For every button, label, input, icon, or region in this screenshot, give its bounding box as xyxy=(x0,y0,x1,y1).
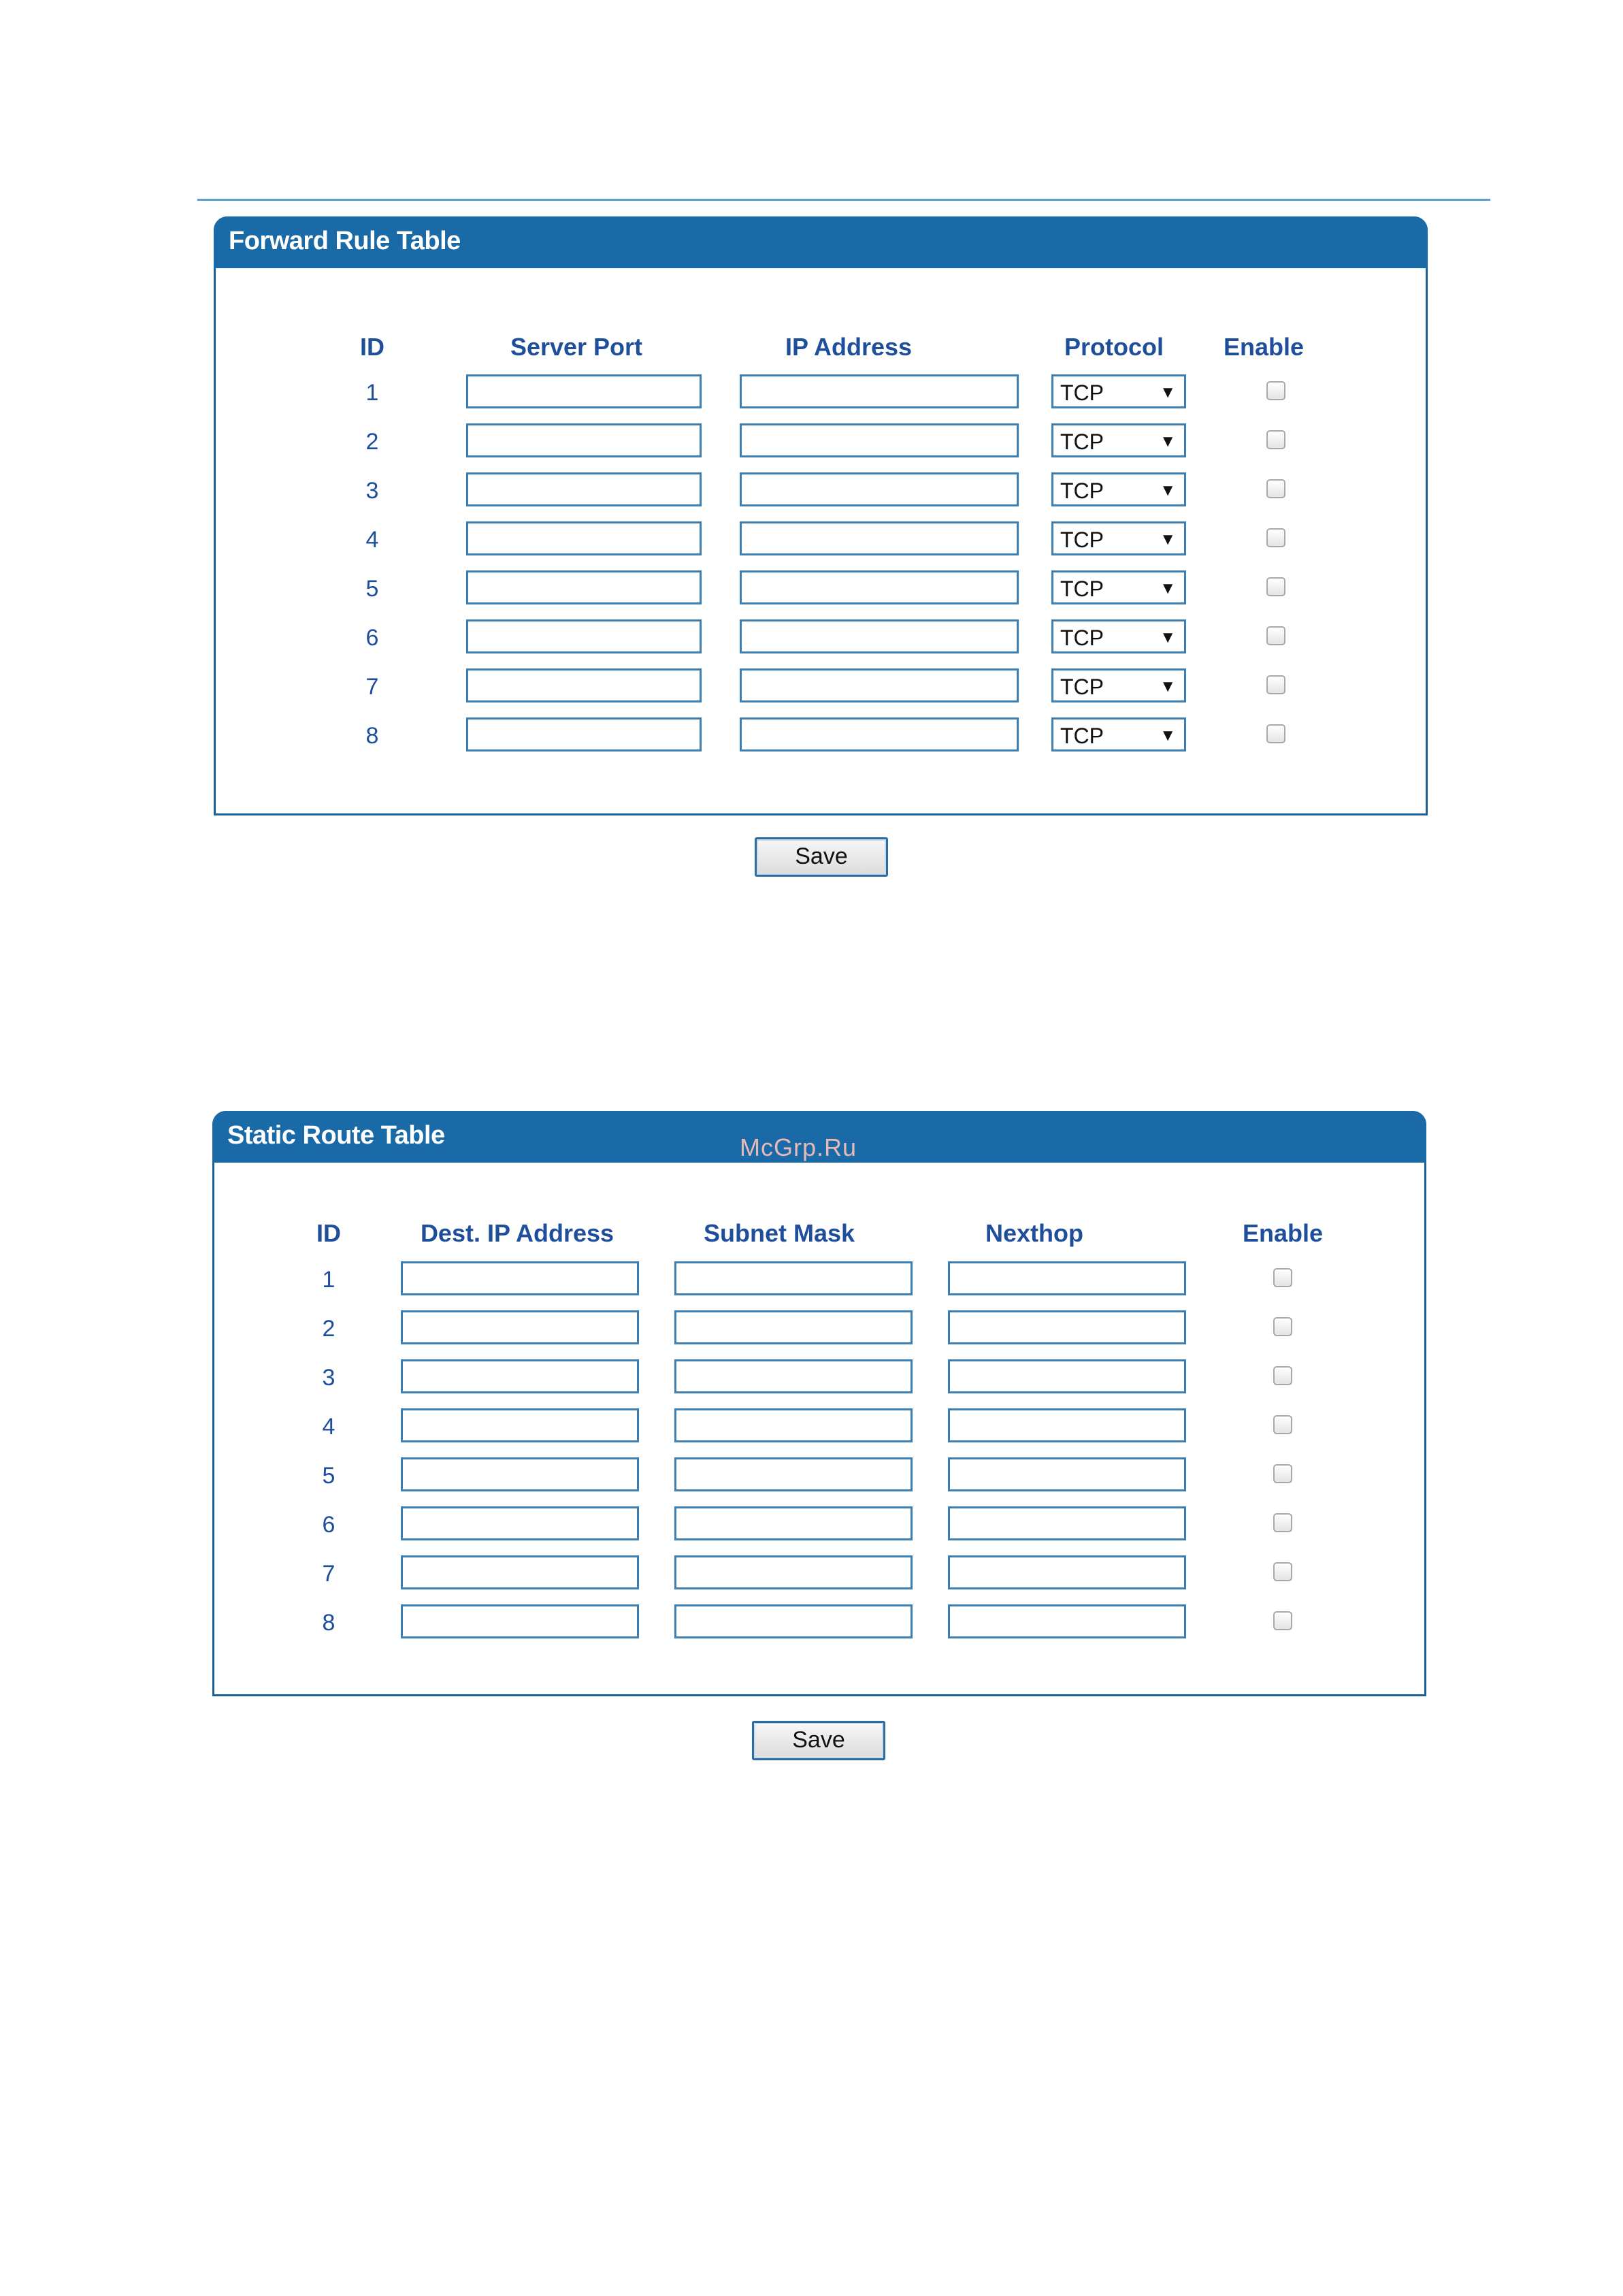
enable-checkbox[interactable] xyxy=(1273,1513,1292,1532)
dest-ip-input[interactable] xyxy=(401,1604,639,1638)
row-id: 8 xyxy=(322,1610,335,1636)
dest-ip-input[interactable] xyxy=(401,1261,639,1295)
row-id: 4 xyxy=(365,527,379,553)
row-id: 4 xyxy=(322,1414,335,1440)
ip-address-input[interactable] xyxy=(740,374,1019,408)
nexthop-input[interactable] xyxy=(948,1604,1186,1638)
forward-rule-panel xyxy=(214,216,1428,815)
forward-rule-save-button[interactable]: Save xyxy=(755,837,888,877)
nexthop-input[interactable] xyxy=(948,1408,1186,1442)
row-id: 8 xyxy=(365,723,379,749)
col-header-server-port: Server Port xyxy=(510,333,643,361)
ip-address-input[interactable] xyxy=(740,521,1019,555)
dest-ip-input[interactable] xyxy=(401,1310,639,1344)
enable-checkbox[interactable] xyxy=(1273,1317,1292,1336)
ip-address-input[interactable] xyxy=(740,472,1019,506)
enable-checkbox[interactable] xyxy=(1266,381,1285,400)
enable-checkbox[interactable] xyxy=(1273,1562,1292,1581)
row-id: 2 xyxy=(365,429,379,455)
row-id: 3 xyxy=(365,478,379,504)
ip-address-input[interactable] xyxy=(740,570,1019,604)
server-port-input[interactable] xyxy=(466,423,702,457)
protocol-select-value: TCP xyxy=(1060,577,1104,601)
dropdown-arrow-icon: ▼ xyxy=(1160,530,1176,549)
static-route-title-bar xyxy=(212,1111,1426,1163)
enable-checkbox[interactable] xyxy=(1266,626,1285,645)
dest-ip-input[interactable] xyxy=(401,1359,639,1393)
col-header-enable: Enable xyxy=(1242,1219,1324,1247)
subnet-mask-input[interactable] xyxy=(674,1310,913,1344)
ip-address-input[interactable] xyxy=(740,619,1019,653)
nexthop-input[interactable] xyxy=(948,1506,1186,1540)
subnet-mask-input[interactable] xyxy=(674,1555,913,1589)
col-header-dest-ip: Dest. IP Address xyxy=(420,1219,614,1247)
enable-checkbox[interactable] xyxy=(1266,724,1285,743)
nexthop-input[interactable] xyxy=(948,1457,1186,1491)
subnet-mask-input[interactable] xyxy=(674,1604,913,1638)
row-id: 6 xyxy=(365,625,379,651)
protocol-select[interactable] xyxy=(1051,668,1186,702)
ip-address-input[interactable] xyxy=(740,423,1019,457)
nexthop-input[interactable] xyxy=(948,1310,1186,1344)
protocol-select[interactable] xyxy=(1051,374,1186,408)
protocol-select-value: TCP xyxy=(1060,381,1104,405)
row-id: 6 xyxy=(322,1512,335,1538)
protocol-select-value: TCP xyxy=(1060,528,1104,552)
dest-ip-input[interactable] xyxy=(401,1408,639,1442)
enable-checkbox[interactable] xyxy=(1273,1464,1292,1483)
protocol-select-value: TCP xyxy=(1060,479,1104,503)
static-route-panel xyxy=(212,1111,1426,1696)
col-header-ip-address: IP Address xyxy=(785,333,913,361)
dropdown-arrow-icon: ▼ xyxy=(1160,383,1176,402)
static-route-title: Static Route Table xyxy=(227,1121,445,1150)
row-id: 1 xyxy=(365,380,379,406)
subnet-mask-input[interactable] xyxy=(674,1457,913,1491)
protocol-select-value: TCP xyxy=(1060,675,1104,699)
server-port-input[interactable] xyxy=(466,619,702,653)
col-header-enable: Enable xyxy=(1223,333,1305,361)
watermark-text: McGrp.Ru xyxy=(740,1133,857,1161)
protocol-select[interactable] xyxy=(1051,717,1186,751)
nexthop-input[interactable] xyxy=(948,1261,1186,1295)
protocol-select-value: TCP xyxy=(1060,430,1104,454)
subnet-mask-input[interactable] xyxy=(674,1359,913,1393)
nexthop-input[interactable] xyxy=(948,1555,1186,1589)
dropdown-arrow-icon: ▼ xyxy=(1160,481,1176,500)
enable-checkbox[interactable] xyxy=(1266,528,1285,547)
row-id: 5 xyxy=(322,1463,335,1489)
row-id: 7 xyxy=(322,1561,335,1587)
row-id: 2 xyxy=(322,1316,335,1342)
server-port-input[interactable] xyxy=(466,472,702,506)
protocol-select-value: TCP xyxy=(1060,724,1104,748)
dropdown-arrow-icon: ▼ xyxy=(1160,677,1176,696)
row-id: 1 xyxy=(322,1267,335,1293)
enable-checkbox[interactable] xyxy=(1273,1611,1292,1630)
dropdown-arrow-icon: ▼ xyxy=(1160,628,1176,647)
col-header-nexthop: Nexthop xyxy=(985,1219,1083,1247)
dest-ip-input[interactable] xyxy=(401,1555,639,1589)
dest-ip-input[interactable] xyxy=(401,1506,639,1540)
enable-checkbox[interactable] xyxy=(1266,479,1285,498)
nexthop-input[interactable] xyxy=(948,1359,1186,1393)
dropdown-arrow-icon: ▼ xyxy=(1160,432,1176,451)
enable-checkbox[interactable] xyxy=(1273,1366,1292,1385)
top-divider xyxy=(197,199,1490,201)
row-id: 5 xyxy=(365,576,379,602)
protocol-select[interactable] xyxy=(1051,619,1186,653)
col-header-protocol: Protocol xyxy=(1064,333,1164,361)
static-route-save-button[interactable]: Save xyxy=(752,1721,885,1760)
protocol-select[interactable] xyxy=(1051,570,1186,604)
dropdown-arrow-icon: ▼ xyxy=(1160,726,1176,745)
server-port-input[interactable] xyxy=(466,570,702,604)
col-header-id: ID xyxy=(360,333,384,361)
ip-address-input[interactable] xyxy=(740,668,1019,702)
enable-checkbox[interactable] xyxy=(1266,675,1285,694)
subnet-mask-input[interactable] xyxy=(674,1261,913,1295)
subnet-mask-input[interactable] xyxy=(674,1408,913,1442)
protocol-select[interactable] xyxy=(1051,521,1186,555)
server-port-input[interactable] xyxy=(466,374,702,408)
enable-checkbox[interactable] xyxy=(1266,430,1285,449)
subnet-mask-input[interactable] xyxy=(674,1506,913,1540)
enable-checkbox[interactable] xyxy=(1273,1268,1292,1287)
dropdown-arrow-icon: ▼ xyxy=(1160,579,1176,598)
ip-address-input[interactable] xyxy=(740,717,1019,751)
protocol-select[interactable] xyxy=(1051,472,1186,506)
forward-rule-title: Forward Rule Table xyxy=(214,216,1428,268)
row-id: 7 xyxy=(365,674,379,700)
protocol-select[interactable] xyxy=(1051,423,1186,457)
server-port-input[interactable] xyxy=(466,717,702,751)
enable-checkbox[interactable] xyxy=(1266,577,1285,596)
dest-ip-input[interactable] xyxy=(401,1457,639,1491)
protocol-select-value: TCP xyxy=(1060,626,1104,650)
col-header-id: ID xyxy=(316,1219,341,1247)
enable-checkbox[interactable] xyxy=(1273,1415,1292,1434)
server-port-input[interactable] xyxy=(466,521,702,555)
server-port-input[interactable] xyxy=(466,668,702,702)
col-header-subnet-mask: Subnet Mask xyxy=(703,1219,855,1247)
row-id: 3 xyxy=(322,1365,335,1391)
